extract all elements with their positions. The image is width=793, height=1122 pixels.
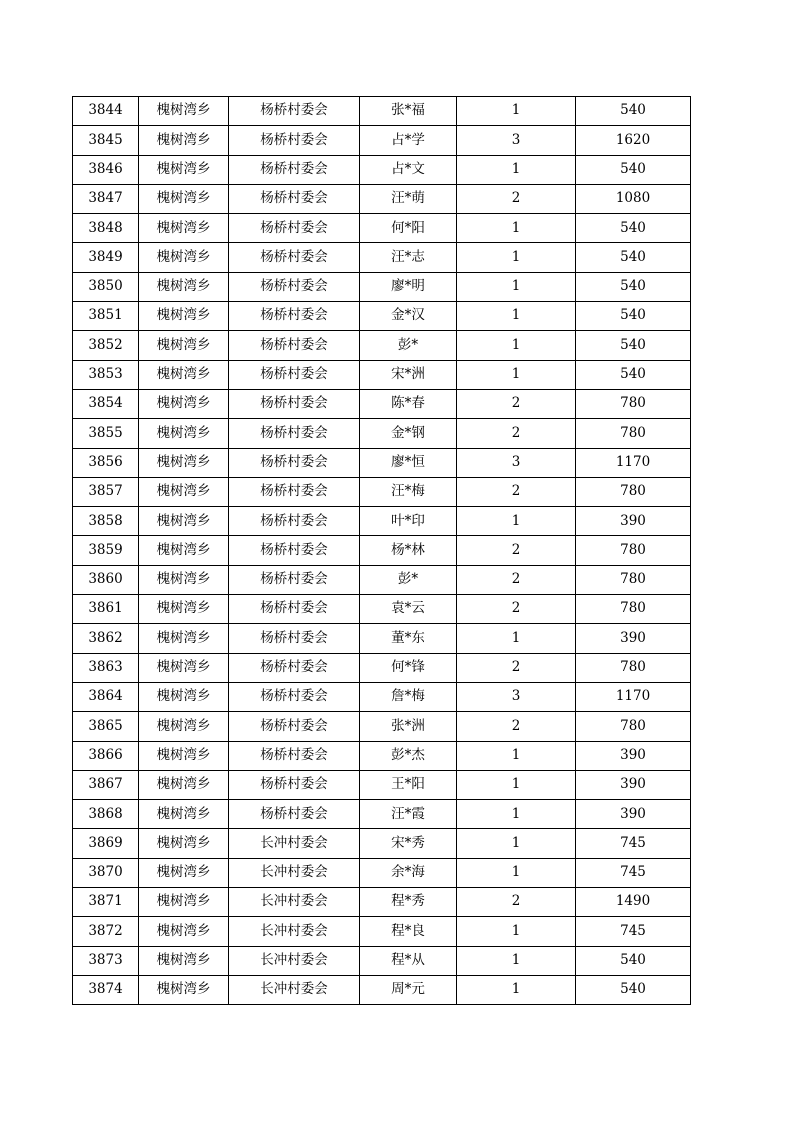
table-row xyxy=(73,975,691,1004)
village-committee-cell: 杨桥村委会 xyxy=(229,800,360,829)
table-row xyxy=(73,800,691,829)
table-row xyxy=(73,682,691,711)
record-number-cell: 3871 xyxy=(73,888,139,917)
township-cell: 槐树湾乡 xyxy=(139,126,229,155)
record-number-cell: 3857 xyxy=(73,477,139,506)
household-count-cell: 1 xyxy=(457,946,576,975)
table-row xyxy=(73,184,691,213)
household-count-cell: 1 xyxy=(457,829,576,858)
person-name-cell: 汪*梅 xyxy=(360,477,457,506)
township-cell: 槐树湾乡 xyxy=(139,448,229,477)
record-number-cell: 3864 xyxy=(73,682,139,711)
table-row xyxy=(73,946,691,975)
table-row xyxy=(73,97,691,126)
village-committee-cell: 杨桥村委会 xyxy=(229,770,360,799)
person-name-cell: 宋*洲 xyxy=(360,360,457,389)
record-number-cell: 3847 xyxy=(73,184,139,213)
person-name-cell: 金*汉 xyxy=(360,302,457,331)
record-number-cell: 3861 xyxy=(73,595,139,624)
person-name-cell: 程*秀 xyxy=(360,888,457,917)
township-cell: 槐树湾乡 xyxy=(139,302,229,331)
village-committee-cell: 长冲村委会 xyxy=(229,975,360,1004)
table-row xyxy=(73,653,691,682)
record-number-cell: 3869 xyxy=(73,829,139,858)
township-cell: 槐树湾乡 xyxy=(139,712,229,741)
amount-cell: 1490 xyxy=(576,888,691,917)
table-row xyxy=(73,829,691,858)
household-count-cell: 1 xyxy=(457,331,576,360)
village-committee-cell: 杨桥村委会 xyxy=(229,624,360,653)
village-committee-cell: 杨桥村委会 xyxy=(229,565,360,594)
household-count-cell: 1 xyxy=(457,97,576,126)
amount-cell: 780 xyxy=(576,389,691,418)
village-committee-cell: 杨桥村委会 xyxy=(229,184,360,213)
amount-cell: 1170 xyxy=(576,448,691,477)
record-number-cell: 3858 xyxy=(73,507,139,536)
amount-cell: 540 xyxy=(576,975,691,1004)
person-name-cell: 廖*恒 xyxy=(360,448,457,477)
household-count-cell: 2 xyxy=(457,653,576,682)
village-committee-cell: 长冲村委会 xyxy=(229,888,360,917)
person-name-cell: 董*东 xyxy=(360,624,457,653)
township-cell: 槐树湾乡 xyxy=(139,829,229,858)
household-count-cell: 1 xyxy=(457,624,576,653)
household-count-cell: 2 xyxy=(457,184,576,213)
township-cell: 槐树湾乡 xyxy=(139,595,229,624)
record-number-cell: 3846 xyxy=(73,155,139,184)
person-name-cell: 叶*印 xyxy=(360,507,457,536)
person-name-cell: 彭* xyxy=(360,565,457,594)
amount-cell: 540 xyxy=(576,946,691,975)
person-name-cell: 张*福 xyxy=(360,97,457,126)
amount-cell: 745 xyxy=(576,858,691,887)
person-name-cell: 陈*春 xyxy=(360,389,457,418)
person-name-cell: 周*元 xyxy=(360,975,457,1004)
record-number-cell: 3845 xyxy=(73,126,139,155)
record-number-cell: 3862 xyxy=(73,624,139,653)
table-row xyxy=(73,858,691,887)
township-cell: 槐树湾乡 xyxy=(139,507,229,536)
table-row xyxy=(73,595,691,624)
village-committee-cell: 长冲村委会 xyxy=(229,858,360,887)
amount-cell: 390 xyxy=(576,770,691,799)
amount-cell: 540 xyxy=(576,243,691,272)
person-name-cell: 余*海 xyxy=(360,858,457,887)
table-row xyxy=(73,536,691,565)
record-number-cell: 3849 xyxy=(73,243,139,272)
table-row xyxy=(73,126,691,155)
amount-cell: 1080 xyxy=(576,184,691,213)
record-number-cell: 3859 xyxy=(73,536,139,565)
amount-cell: 745 xyxy=(576,829,691,858)
township-cell: 槐树湾乡 xyxy=(139,155,229,184)
township-cell: 槐树湾乡 xyxy=(139,243,229,272)
village-committee-cell: 杨桥村委会 xyxy=(229,477,360,506)
table-row xyxy=(73,331,691,360)
amount-cell: 1620 xyxy=(576,126,691,155)
person-name-cell: 占*学 xyxy=(360,126,457,155)
person-name-cell: 汪*志 xyxy=(360,243,457,272)
village-committee-cell: 杨桥村委会 xyxy=(229,712,360,741)
household-count-cell: 1 xyxy=(457,243,576,272)
township-cell: 槐树湾乡 xyxy=(139,272,229,301)
village-committee-cell: 杨桥村委会 xyxy=(229,741,360,770)
household-count-cell: 2 xyxy=(457,888,576,917)
amount-cell: 745 xyxy=(576,917,691,946)
household-count-cell: 1 xyxy=(457,800,576,829)
table-row xyxy=(73,389,691,418)
township-cell: 槐树湾乡 xyxy=(139,97,229,126)
table-row xyxy=(73,243,691,272)
household-count-cell: 2 xyxy=(457,595,576,624)
township-cell: 槐树湾乡 xyxy=(139,946,229,975)
township-cell: 槐树湾乡 xyxy=(139,624,229,653)
record-number-cell: 3872 xyxy=(73,917,139,946)
village-committee-cell: 杨桥村委会 xyxy=(229,536,360,565)
village-committee-cell: 杨桥村委会 xyxy=(229,360,360,389)
person-name-cell: 彭*杰 xyxy=(360,741,457,770)
record-number-cell: 3850 xyxy=(73,272,139,301)
table-row xyxy=(73,507,691,536)
person-name-cell: 张*洲 xyxy=(360,712,457,741)
table-row xyxy=(73,302,691,331)
household-count-cell: 1 xyxy=(457,770,576,799)
township-cell: 槐树湾乡 xyxy=(139,360,229,389)
township-cell: 槐树湾乡 xyxy=(139,184,229,213)
amount-cell: 540 xyxy=(576,214,691,243)
table-row xyxy=(73,214,691,243)
table-row xyxy=(73,477,691,506)
household-count-cell: 1 xyxy=(457,507,576,536)
records-table-body xyxy=(73,97,691,1005)
village-committee-cell: 杨桥村委会 xyxy=(229,682,360,711)
record-number-cell: 3853 xyxy=(73,360,139,389)
household-count-cell: 1 xyxy=(457,302,576,331)
village-committee-cell: 杨桥村委会 xyxy=(229,302,360,331)
table-row xyxy=(73,448,691,477)
township-cell: 槐树湾乡 xyxy=(139,917,229,946)
household-count-cell: 1 xyxy=(457,214,576,243)
person-name-cell: 宋*秀 xyxy=(360,829,457,858)
household-count-cell: 1 xyxy=(457,272,576,301)
person-name-cell: 占*文 xyxy=(360,155,457,184)
household-count-cell: 1 xyxy=(457,741,576,770)
person-name-cell: 王*阳 xyxy=(360,770,457,799)
amount-cell: 390 xyxy=(576,741,691,770)
household-count-cell: 2 xyxy=(457,477,576,506)
village-committee-cell: 杨桥村委会 xyxy=(229,419,360,448)
village-committee-cell: 杨桥村委会 xyxy=(229,389,360,418)
township-cell: 槐树湾乡 xyxy=(139,975,229,1004)
household-count-cell: 2 xyxy=(457,419,576,448)
household-count-cell: 2 xyxy=(457,712,576,741)
township-cell: 槐树湾乡 xyxy=(139,858,229,887)
amount-cell: 540 xyxy=(576,272,691,301)
village-committee-cell: 杨桥村委会 xyxy=(229,126,360,155)
table-row xyxy=(73,712,691,741)
village-committee-cell: 杨桥村委会 xyxy=(229,331,360,360)
table-row xyxy=(73,360,691,389)
amount-cell: 780 xyxy=(576,565,691,594)
amount-cell: 540 xyxy=(576,155,691,184)
person-name-cell: 袁*云 xyxy=(360,595,457,624)
amount-cell: 780 xyxy=(576,595,691,624)
record-number-cell: 3874 xyxy=(73,975,139,1004)
person-name-cell: 金*钢 xyxy=(360,419,457,448)
person-name-cell: 汪*霞 xyxy=(360,800,457,829)
amount-cell: 780 xyxy=(576,477,691,506)
township-cell: 槐树湾乡 xyxy=(139,389,229,418)
village-committee-cell: 杨桥村委会 xyxy=(229,595,360,624)
amount-cell: 390 xyxy=(576,507,691,536)
township-cell: 槐树湾乡 xyxy=(139,653,229,682)
township-cell: 槐树湾乡 xyxy=(139,477,229,506)
village-committee-cell: 杨桥村委会 xyxy=(229,155,360,184)
person-name-cell: 程*良 xyxy=(360,917,457,946)
household-count-cell: 2 xyxy=(457,565,576,594)
village-committee-cell: 长冲村委会 xyxy=(229,946,360,975)
amount-cell: 1170 xyxy=(576,682,691,711)
township-cell: 槐树湾乡 xyxy=(139,800,229,829)
table-row xyxy=(73,770,691,799)
village-committee-cell: 杨桥村委会 xyxy=(229,653,360,682)
household-count-cell: 2 xyxy=(457,536,576,565)
village-committee-cell: 长冲村委会 xyxy=(229,829,360,858)
record-number-cell: 3866 xyxy=(73,741,139,770)
record-number-cell: 3870 xyxy=(73,858,139,887)
record-number-cell: 3860 xyxy=(73,565,139,594)
table-row xyxy=(73,272,691,301)
household-count-cell: 1 xyxy=(457,360,576,389)
township-cell: 槐树湾乡 xyxy=(139,682,229,711)
village-committee-cell: 杨桥村委会 xyxy=(229,243,360,272)
amount-cell: 390 xyxy=(576,800,691,829)
amount-cell: 780 xyxy=(576,419,691,448)
amount-cell: 540 xyxy=(576,331,691,360)
records-table xyxy=(72,96,691,1005)
township-cell: 槐树湾乡 xyxy=(139,419,229,448)
record-number-cell: 3851 xyxy=(73,302,139,331)
household-count-cell: 3 xyxy=(457,126,576,155)
table-row xyxy=(73,917,691,946)
amount-cell: 780 xyxy=(576,653,691,682)
household-count-cell: 3 xyxy=(457,682,576,711)
township-cell: 槐树湾乡 xyxy=(139,214,229,243)
person-name-cell: 程*从 xyxy=(360,946,457,975)
village-committee-cell: 杨桥村委会 xyxy=(229,507,360,536)
record-number-cell: 3868 xyxy=(73,800,139,829)
household-count-cell: 1 xyxy=(457,155,576,184)
village-committee-cell: 长冲村委会 xyxy=(229,917,360,946)
person-name-cell: 廖*明 xyxy=(360,272,457,301)
record-number-cell: 3873 xyxy=(73,946,139,975)
person-name-cell: 何*锋 xyxy=(360,653,457,682)
table-row xyxy=(73,565,691,594)
township-cell: 槐树湾乡 xyxy=(139,565,229,594)
village-committee-cell: 杨桥村委会 xyxy=(229,448,360,477)
record-number-cell: 3865 xyxy=(73,712,139,741)
person-name-cell: 何*阳 xyxy=(360,214,457,243)
record-number-cell: 3848 xyxy=(73,214,139,243)
village-committee-cell: 杨桥村委会 xyxy=(229,272,360,301)
household-count-cell: 3 xyxy=(457,448,576,477)
amount-cell: 780 xyxy=(576,536,691,565)
table-row xyxy=(73,419,691,448)
table-row xyxy=(73,888,691,917)
table-row xyxy=(73,624,691,653)
amount-cell: 540 xyxy=(576,97,691,126)
record-number-cell: 3854 xyxy=(73,389,139,418)
record-number-cell: 3852 xyxy=(73,331,139,360)
township-cell: 槐树湾乡 xyxy=(139,741,229,770)
person-name-cell: 杨*林 xyxy=(360,536,457,565)
township-cell: 槐树湾乡 xyxy=(139,331,229,360)
amount-cell: 540 xyxy=(576,360,691,389)
person-name-cell: 詹*梅 xyxy=(360,682,457,711)
household-count-cell: 2 xyxy=(457,389,576,418)
table-row xyxy=(73,155,691,184)
village-committee-cell: 杨桥村委会 xyxy=(229,97,360,126)
village-committee-cell: 杨桥村委会 xyxy=(229,214,360,243)
township-cell: 槐树湾乡 xyxy=(139,770,229,799)
township-cell: 槐树湾乡 xyxy=(139,536,229,565)
person-name-cell: 汪*萌 xyxy=(360,184,457,213)
table-row xyxy=(73,741,691,770)
amount-cell: 780 xyxy=(576,712,691,741)
amount-cell: 390 xyxy=(576,624,691,653)
record-number-cell: 3855 xyxy=(73,419,139,448)
person-name-cell: 彭* xyxy=(360,331,457,360)
record-number-cell: 3863 xyxy=(73,653,139,682)
township-cell: 槐树湾乡 xyxy=(139,888,229,917)
household-count-cell: 1 xyxy=(457,858,576,887)
record-number-cell: 3844 xyxy=(73,97,139,126)
amount-cell: 540 xyxy=(576,302,691,331)
household-count-cell: 1 xyxy=(457,975,576,1004)
household-count-cell: 1 xyxy=(457,917,576,946)
record-number-cell: 3856 xyxy=(73,448,139,477)
record-number-cell: 3867 xyxy=(73,770,139,799)
